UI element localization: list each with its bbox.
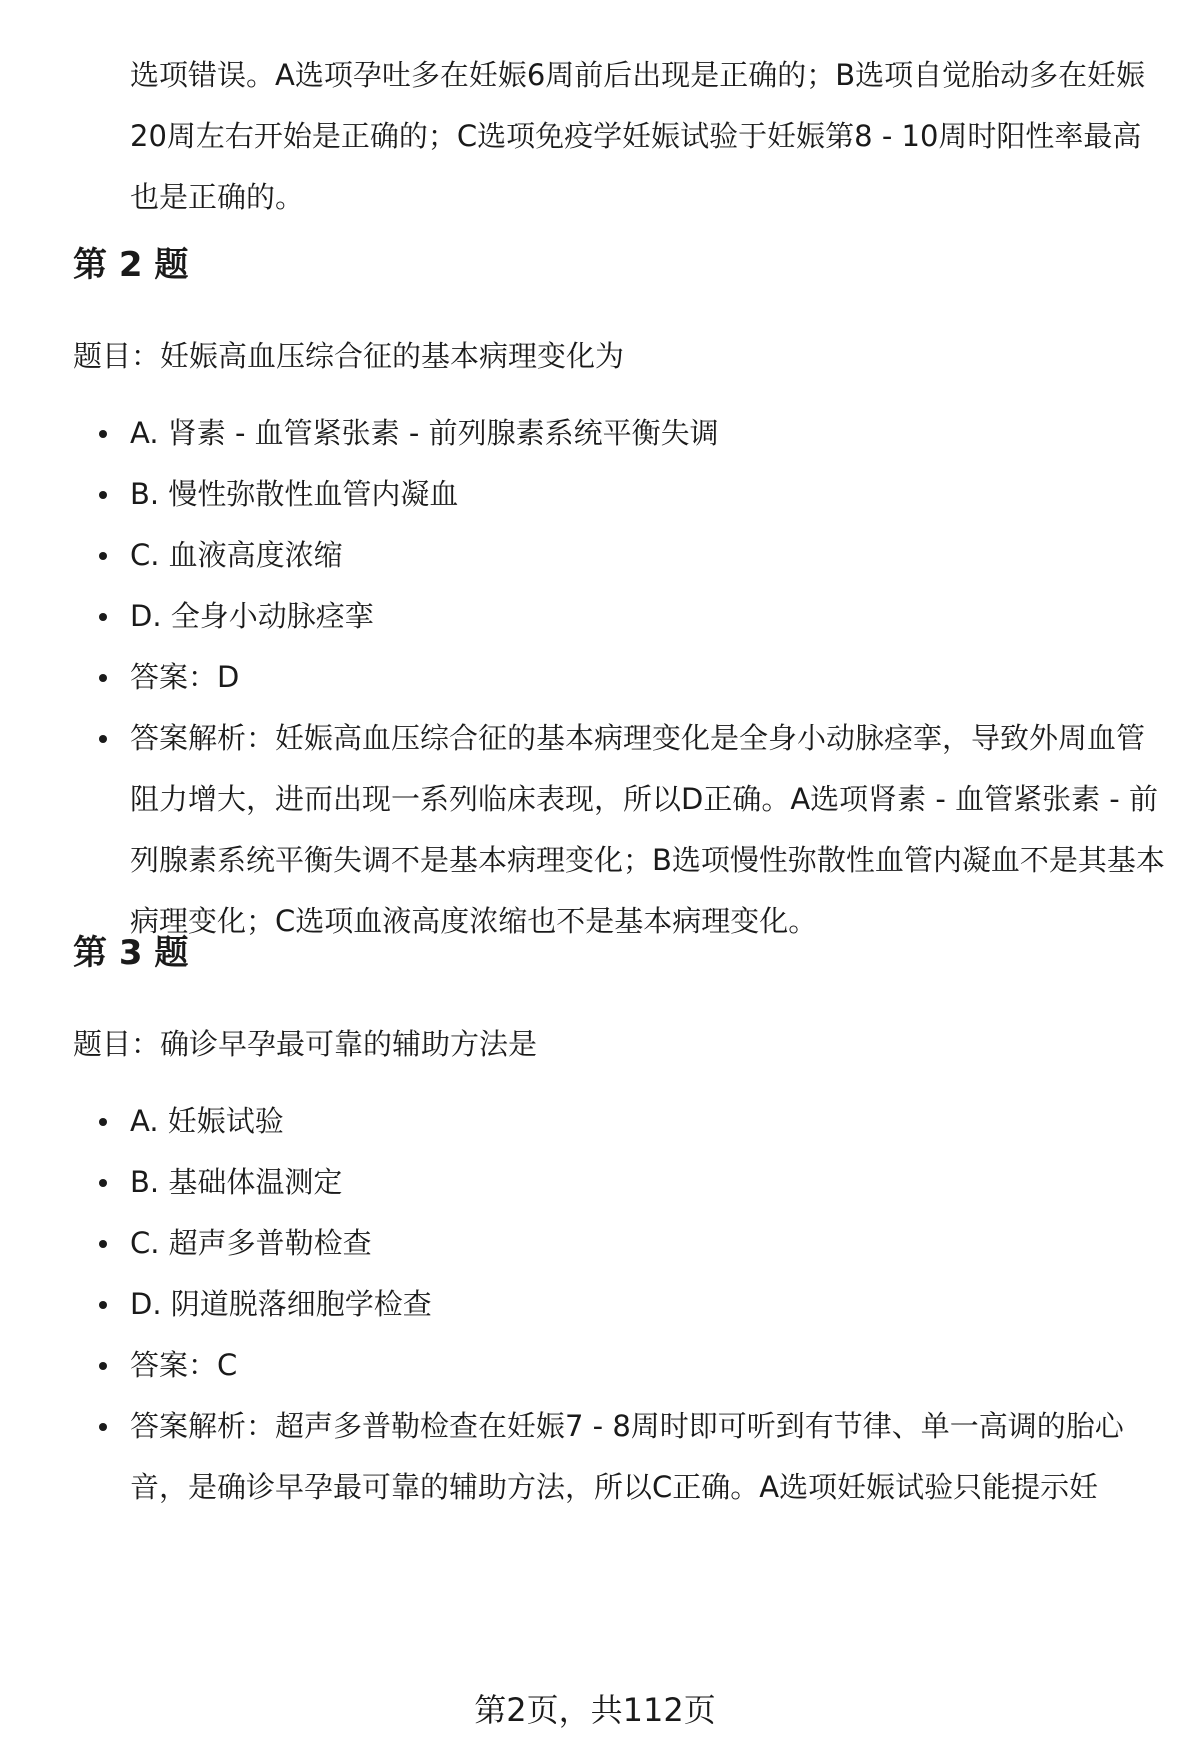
bullet-icon xyxy=(99,1118,107,1126)
bullet-icon xyxy=(99,1362,107,1370)
question-3-heading: 第 3 题 xyxy=(73,933,189,973)
option-item xyxy=(130,1091,1170,1152)
answer-text: 答案：D xyxy=(130,660,240,694)
continued-explanation: 选项错误。A选项孕吐多在妊娠6周前后出现是正确的；B选项自觉胎动多在妊娠20周左右开始是正确的；C选项免疫学妊娠试验于妊娠第8 - 10周时阳性率最高也是正确的。 xyxy=(130,58,1146,214)
option-text: C. 血液高度浓缩 xyxy=(130,538,343,572)
bullet-icon xyxy=(99,1301,107,1309)
bullet-icon xyxy=(99,430,107,438)
option-text: B. 基础体温测定 xyxy=(130,1165,343,1199)
question-2-heading: 第 2 题 xyxy=(73,245,189,285)
explanation-text: 答案解析：超声多普勒检查在妊娠7 - 8周时即可听到有节律、单一高调的胎心音，是确诊早孕最可靠的辅助方法，所以C正确。A选项妊娠试验只能提示妊 xyxy=(130,1409,1124,1504)
question-2-options xyxy=(130,403,1170,952)
explanation-item xyxy=(130,708,1170,952)
option-item xyxy=(130,1213,1170,1274)
bullet-icon xyxy=(99,1423,107,1431)
option-text: D. 全身小动脉痉挛 xyxy=(130,599,374,633)
bullet-icon xyxy=(99,735,107,743)
option-item xyxy=(130,586,1170,647)
bullet-icon xyxy=(99,613,107,621)
bullet-icon xyxy=(99,1179,107,1187)
option-text: C. 超声多普勒检查 xyxy=(130,1226,372,1260)
option-item xyxy=(130,464,1170,525)
option-item xyxy=(130,1274,1170,1335)
question-3-options xyxy=(130,1091,1170,1518)
option-text: A. 肾素 - 血管紧张素 - 前列腺素系统平衡失调 xyxy=(130,416,719,450)
explanation-text: 答案解析：妊娠高血压综合征的基本病理变化是全身小动脉痉挛，导致外周血管阻力增大，进而出现一系列临床表现，所以D正确。A选项肾素 - 血管紧张素 - 前列腺素系统平衡失调不是基本病理变化；B选项慢性弥散性血管内凝血不是其基本病理变化；C选项血液高度浓缩也不是基本病理变化。 xyxy=(130,721,1165,938)
explanation-item xyxy=(130,1396,1170,1518)
answer-item xyxy=(130,647,1170,708)
answer-item xyxy=(130,1335,1170,1396)
page-number-footer: 第2页，共112页 xyxy=(474,1691,716,1729)
answer-text: 答案：C xyxy=(130,1348,238,1382)
question-3-stem: 题目：确诊早孕最可靠的辅助方法是 xyxy=(73,1027,538,1061)
bullet-icon xyxy=(99,674,107,682)
option-item xyxy=(130,525,1170,586)
option-text: A. 妊娠试验 xyxy=(130,1104,284,1138)
bullet-icon xyxy=(99,552,107,560)
bullet-icon xyxy=(99,1240,107,1248)
option-item xyxy=(130,1152,1170,1213)
option-text: B. 慢性弥散性血管内凝血 xyxy=(130,477,459,511)
option-text: D. 阴道脱落细胞学检查 xyxy=(130,1287,432,1321)
option-item xyxy=(130,403,1170,464)
bullet-icon xyxy=(99,491,107,499)
question-2-stem: 题目：妊娠高血压综合征的基本病理变化为 xyxy=(73,339,625,373)
